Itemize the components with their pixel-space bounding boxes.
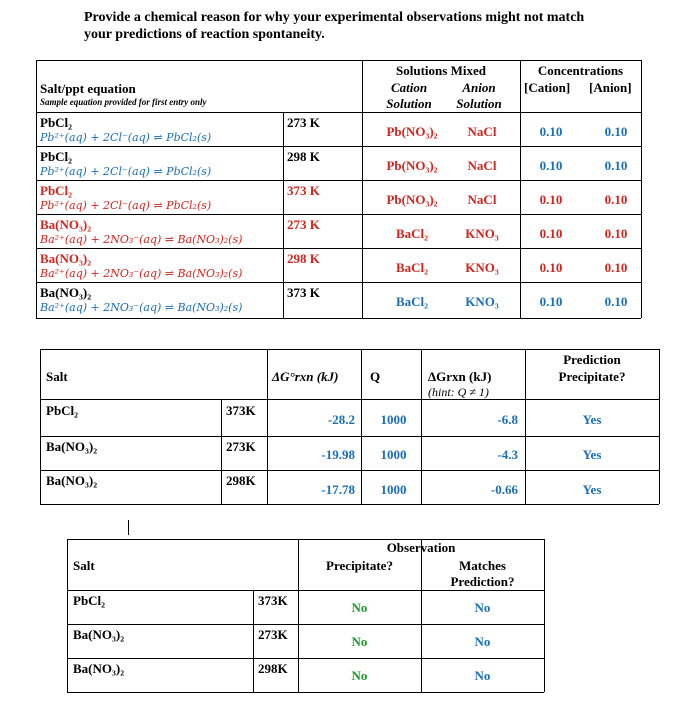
row1-salt: PbCl₂ <box>40 115 73 130</box>
obs-header-matches: Matches <box>459 558 506 573</box>
pred-row2-salt: Ba(NO₃)₂ <box>46 439 98 454</box>
row1-temp: 273 K <box>287 115 320 130</box>
pred-row1-q: 1000 <box>380 412 407 427</box>
obs-row3-precip: No <box>351 668 368 683</box>
row5-cation-conc: 0.10 <box>539 260 563 275</box>
header-anion-conc: [Anion] <box>589 80 632 95</box>
header-anion-solution: Solution <box>456 96 502 111</box>
obs-row2-temp: 273K <box>258 627 288 642</box>
row5-equation: Ba²⁺(aq) + 2NO₃⁻(aq) ⇌ Ba(NO₃)₂(s) <box>40 267 243 280</box>
row3-equation: Pb²⁺(aq) + 2Cl⁻(aq) ⇌ PbCl₂(s) <box>40 199 212 212</box>
row2-cation-conc: 0.10 <box>539 158 563 173</box>
text-cursor <box>128 520 129 535</box>
row6-cation-conc: 0.10 <box>539 294 563 309</box>
row5-temp: 298 K <box>287 251 320 266</box>
pred-row3-dg0: -17.78 <box>321 482 355 497</box>
pred-row3-dg: -0.66 <box>490 482 518 497</box>
row4-cation: BaCl₂ <box>395 226 429 241</box>
row1-cation: Pb(NO₃)₂ <box>386 124 438 139</box>
row4-temp: 273 K <box>287 217 320 232</box>
obs-header-salt: Salt <box>73 558 95 573</box>
pred-row3-precip: Yes <box>582 482 602 497</box>
pred-row2-temp: 273K <box>226 439 256 454</box>
pred-row3-q: 1000 <box>380 482 407 497</box>
row6-cation: BaCl₂ <box>395 294 429 309</box>
row1-cation-conc: 0.10 <box>539 124 563 139</box>
pred-row2-precip: Yes <box>582 447 602 462</box>
prompt-line-2: your predictions of reaction spontaneity. <box>84 27 325 42</box>
pred-row3-temp: 298K <box>226 473 256 488</box>
pred-row3-salt: Ba(NO₃)₂ <box>46 473 98 488</box>
pred-row2-q: 1000 <box>380 447 407 462</box>
header-sample-note: Sample equation provided for first entry only <box>40 97 207 107</box>
row6-anion: KNO₃ <box>465 294 499 309</box>
pred-header-dg: ΔGrxn (kJ) <box>428 369 492 384</box>
row3-cation: Pb(NO₃)₂ <box>386 192 438 207</box>
row4-anion-conc: 0.10 <box>604 226 628 241</box>
pred-row1-salt: PbCl₂ <box>46 403 79 418</box>
row2-anion: NaCl <box>467 158 497 173</box>
pred-row1-dg0: -28.2 <box>327 412 355 427</box>
obs-row2-precip: No <box>351 634 368 649</box>
row3-anion-conc: 0.10 <box>604 192 628 207</box>
obs-row2-salt: Ba(NO₃)₂ <box>73 627 125 642</box>
pred-header-hint: (hint: Q ≠ 1) <box>428 385 489 399</box>
pred-row1-temp: 373K <box>226 403 256 418</box>
header-cation-conc: [Cation] <box>524 80 571 95</box>
obs-row1-salt: PbCl₂ <box>73 593 106 608</box>
pred-row1-dg: -6.8 <box>497 412 518 427</box>
obs-row2-matches: No <box>474 634 491 649</box>
obs-row3-matches: No <box>474 668 491 683</box>
row4-anion: KNO₃ <box>465 226 499 241</box>
pred-header-precipitate: Precipitate? <box>558 369 626 384</box>
row5-anion-conc: 0.10 <box>604 260 628 275</box>
prompt-line-1: Provide a chemical reason for why your experimental observations might not match <box>84 10 585 25</box>
pred-header-dg0: ΔG°rxn (kJ) <box>272 369 339 384</box>
row2-salt: PbCl₂ <box>40 149 73 164</box>
row5-anion: KNO₃ <box>465 260 499 275</box>
obs-row3-salt: Ba(NO₃)₂ <box>73 661 125 676</box>
header-cation: Cation <box>390 80 428 95</box>
obs-row1-precip: No <box>351 600 368 615</box>
row3-salt: PbCl₂ <box>40 183 73 198</box>
row5-salt: Ba(NO₃)₂ <box>40 251 92 266</box>
pred-header-salt: Salt <box>46 369 68 384</box>
header-cation-solution: Solution <box>386 96 432 111</box>
row1-equation: Pb²⁺(aq) + 2Cl⁻(aq) ⇌ PbCl₂(s) <box>40 131 212 144</box>
pred-row2-dg0: -19.98 <box>321 447 355 462</box>
row6-anion-conc: 0.10 <box>604 294 628 309</box>
header-concentrations: Concentrations <box>537 63 624 78</box>
row1-anion: NaCl <box>467 124 497 139</box>
header-solutions-mixed: Solutions Mixed <box>396 63 486 78</box>
row6-temp: 373 K <box>287 285 320 300</box>
row3-temp: 373 K <box>287 183 320 198</box>
obs-header-prediction: Prediction? <box>450 574 515 589</box>
pred-header-prediction: Prediction <box>563 352 621 367</box>
row6-equation: Ba²⁺(aq) + 2NO₃⁻(aq) ⇌ Ba(NO₃)₂(s) <box>40 301 243 314</box>
row2-equation: Pb²⁺(aq) + 2Cl⁻(aq) ⇌ PbCl₂(s) <box>40 165 212 178</box>
row4-salt: Ba(NO₃)₂ <box>40 217 92 232</box>
row2-cation: Pb(NO₃)₂ <box>386 158 438 173</box>
header-salt-ppt: Salt/ppt equation <box>40 81 136 96</box>
obs-row1-matches: No <box>474 600 491 615</box>
row6-salt: Ba(NO₃)₂ <box>40 285 92 300</box>
obs-header-precipitate: Precipitate? <box>326 558 393 573</box>
row5-cation: BaCl₂ <box>395 260 429 275</box>
row4-equation: Ba²⁺(aq) + 2NO₃⁻(aq) ⇌ Ba(NO₃)₂(s) <box>40 233 243 246</box>
obs-row1-temp: 373K <box>258 593 288 608</box>
pred-row1-precip: Yes <box>582 412 602 427</box>
obs-header-observation: Observation <box>386 540 456 555</box>
pred-row2-dg: -4.3 <box>497 447 518 462</box>
row1-anion-conc: 0.10 <box>604 124 628 139</box>
row4-cation-conc: 0.10 <box>539 226 563 241</box>
pred-header-q: Q <box>370 369 381 384</box>
row2-temp: 298 K <box>287 149 320 164</box>
row3-cation-conc: 0.10 <box>539 192 563 207</box>
obs-row3-temp: 298K <box>258 661 288 676</box>
row3-anion: NaCl <box>467 192 497 207</box>
row2-anion-conc: 0.10 <box>604 158 628 173</box>
header-anion: Anion <box>462 80 496 95</box>
